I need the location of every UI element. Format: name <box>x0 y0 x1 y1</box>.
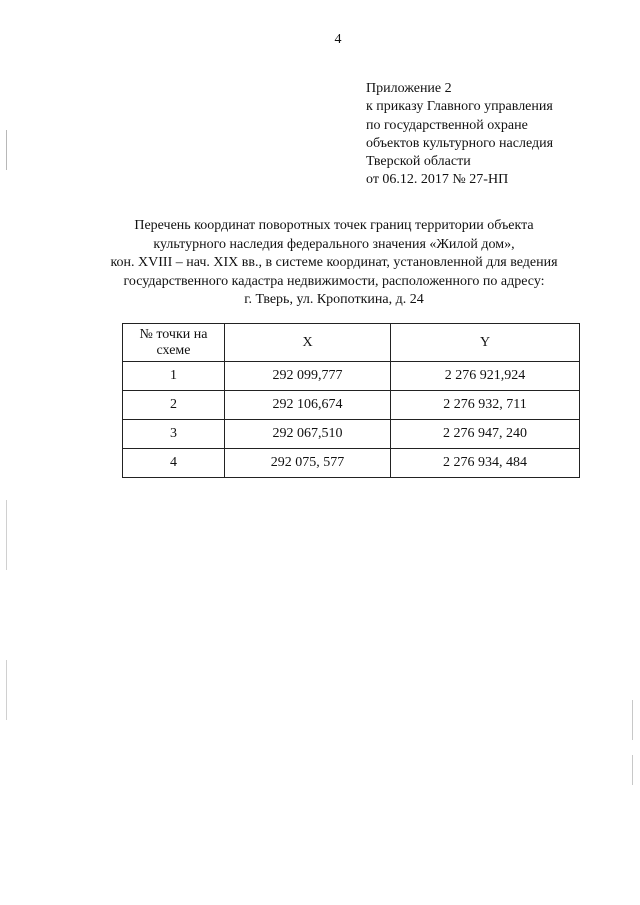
table-row <box>123 362 580 391</box>
table-row <box>123 420 580 449</box>
cell-point-number: 1 <box>123 362 225 391</box>
cell-y: 2 276 921,924 <box>391 362 580 391</box>
document-title <box>84 217 584 310</box>
scan-artifact-right <box>632 755 633 785</box>
table-row <box>123 391 580 420</box>
cell-point-number: 3 <box>123 420 225 449</box>
cell-y: 2 276 947, 240 <box>391 420 580 449</box>
title-line: кон. XVIII – нач. XIX вв., в системе координат, установленной для ведения <box>110 255 558 270</box>
header-point-number-line2: схеме <box>156 342 191 358</box>
coordinates-table <box>122 323 580 478</box>
appendix-line: Тверской области <box>366 154 471 170</box>
cell-x: 292 067,510 <box>225 420 391 449</box>
page-number: 4 <box>334 32 342 47</box>
title-line: культурного наследия федерального значения «Жилой дом», <box>153 236 515 252</box>
appendix-block <box>366 80 553 190</box>
appendix-line: объектов культурного наследия <box>366 135 554 151</box>
appendix-line: к приказу Главного управления <box>366 99 553 115</box>
title-line: г. Тверь, ул. Кропоткина, д. 24 <box>244 292 424 307</box>
cell-x: 292 075, 577 <box>225 449 391 478</box>
header-x: X <box>225 324 391 362</box>
cell-y: 2 276 934, 484 <box>391 449 580 478</box>
header-point-number <box>123 324 225 362</box>
cell-x: 292 099,777 <box>225 362 391 391</box>
header-y: Y <box>391 324 580 362</box>
scan-artifact-left <box>6 130 7 170</box>
header-point-number-line1: № точки на <box>139 326 208 342</box>
appendix-line: от 06.12. 2017 № 27-НП <box>366 172 509 188</box>
cell-x: 292 106,674 <box>225 391 391 420</box>
scan-artifact-left <box>6 660 7 720</box>
title-line: Перечень координат поворотных точек границ территории объекта <box>134 218 534 233</box>
title-line: государственного кадастра недвижимости, расположенного по адресу: <box>123 273 545 289</box>
appendix-line: Приложение 2 <box>366 81 452 96</box>
scan-artifact-right <box>632 700 633 740</box>
cell-point-number: 4 <box>123 449 225 478</box>
table-header-row <box>123 324 580 362</box>
table-row <box>123 449 580 478</box>
cell-y: 2 276 932, 711 <box>391 391 580 420</box>
cell-point-number: 2 <box>123 391 225 420</box>
scan-artifact-left <box>6 500 7 570</box>
appendix-line: по государственной охране <box>366 117 528 133</box>
